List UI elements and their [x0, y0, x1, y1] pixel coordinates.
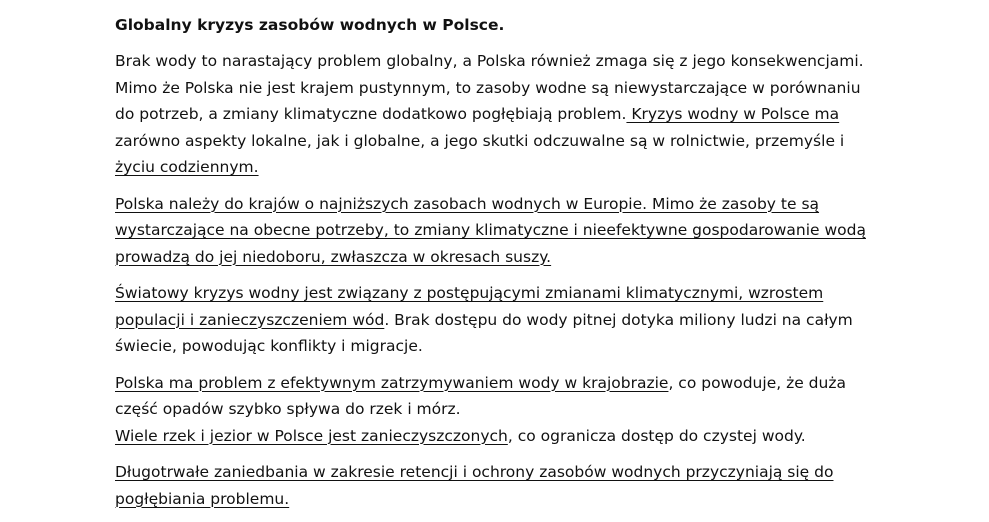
paragraph-3-rest: . Brak dostępu do wody pitnej dotyka miliony ludzi na całym świecie, powodując konflikty i migracje.: [115, 310, 853, 355]
paragraph-2-link[interactable]: Polska należy do krajów o najniższych zasobach wodnych w Europie. Mimo że zasoby te są wystarczające na obecne potrzeby, to zmiany klimatyczne i nieefektywne gospodarowanie wodą prowadzą do jej niedoboru, zwłaszcza w okresach suszy.: [115, 194, 866, 266]
paragraph-5: [115, 459, 875, 512]
paragraph-4-link-rzeki[interactable]: Wiele rzek i jezior w Polsce jest zanieczyszczonych: [115, 426, 508, 445]
paragraph-2: [115, 191, 875, 271]
paragraph-1-middle: zarówno aspekty lokalne, jak i globalne, a jego skutki odczuwalne są w rolnictwie, przemyśle i: [115, 131, 845, 150]
paragraph-4-rest-2: , co ogranicza dostęp do czystej wody.: [507, 426, 806, 445]
document-title: Globalny kryzys zasobów wodnych w Polsce.: [115, 16, 505, 34]
document-page: [115, 14, 875, 522]
paragraph-3-link[interactable]: Światowy kryzys wodny jest związany z postępującymi zmianami klimatycznymi, wzrostem populacji i zanieczyszczeniem wód: [115, 284, 824, 329]
paragraph-1-link-zycie[interactable]: życiu codziennym.: [115, 158, 259, 176]
paragraph-1: [115, 48, 875, 181]
paragraph-1-intro: Brak wody to narastający problem globalny, a Polska również zmaga się z jego konsekwencjami. Mimo że Polska nie jest krajem pustynnym, to zasoby wodne są niewystarczające w porównaniu do potrzeb, a zmiany klimatyczne dodatkowo pogłębiają problem.: [115, 52, 864, 123]
paragraph-4-rest-1: , co powoduje, że duża część opadów szybko spływa do rzek i mórz.: [115, 373, 846, 418]
paragraph-4-link-krajobraz[interactable]: Polska ma problem z efektywnym zatrzymywaniem wody w krajobrazie: [115, 373, 669, 392]
paragraph-5-link[interactable]: Długotrwałe zaniedbania w zakresie retencji i ochrony zasobów wodnych przyczyniają się do pogłębiania problemu.: [115, 463, 834, 508]
paragraph-4: [115, 370, 875, 450]
paragraph-1-link-kryzys[interactable]: Kryzys wodny w Polsce ma: [626, 105, 840, 123]
paragraph-3: [115, 280, 875, 360]
